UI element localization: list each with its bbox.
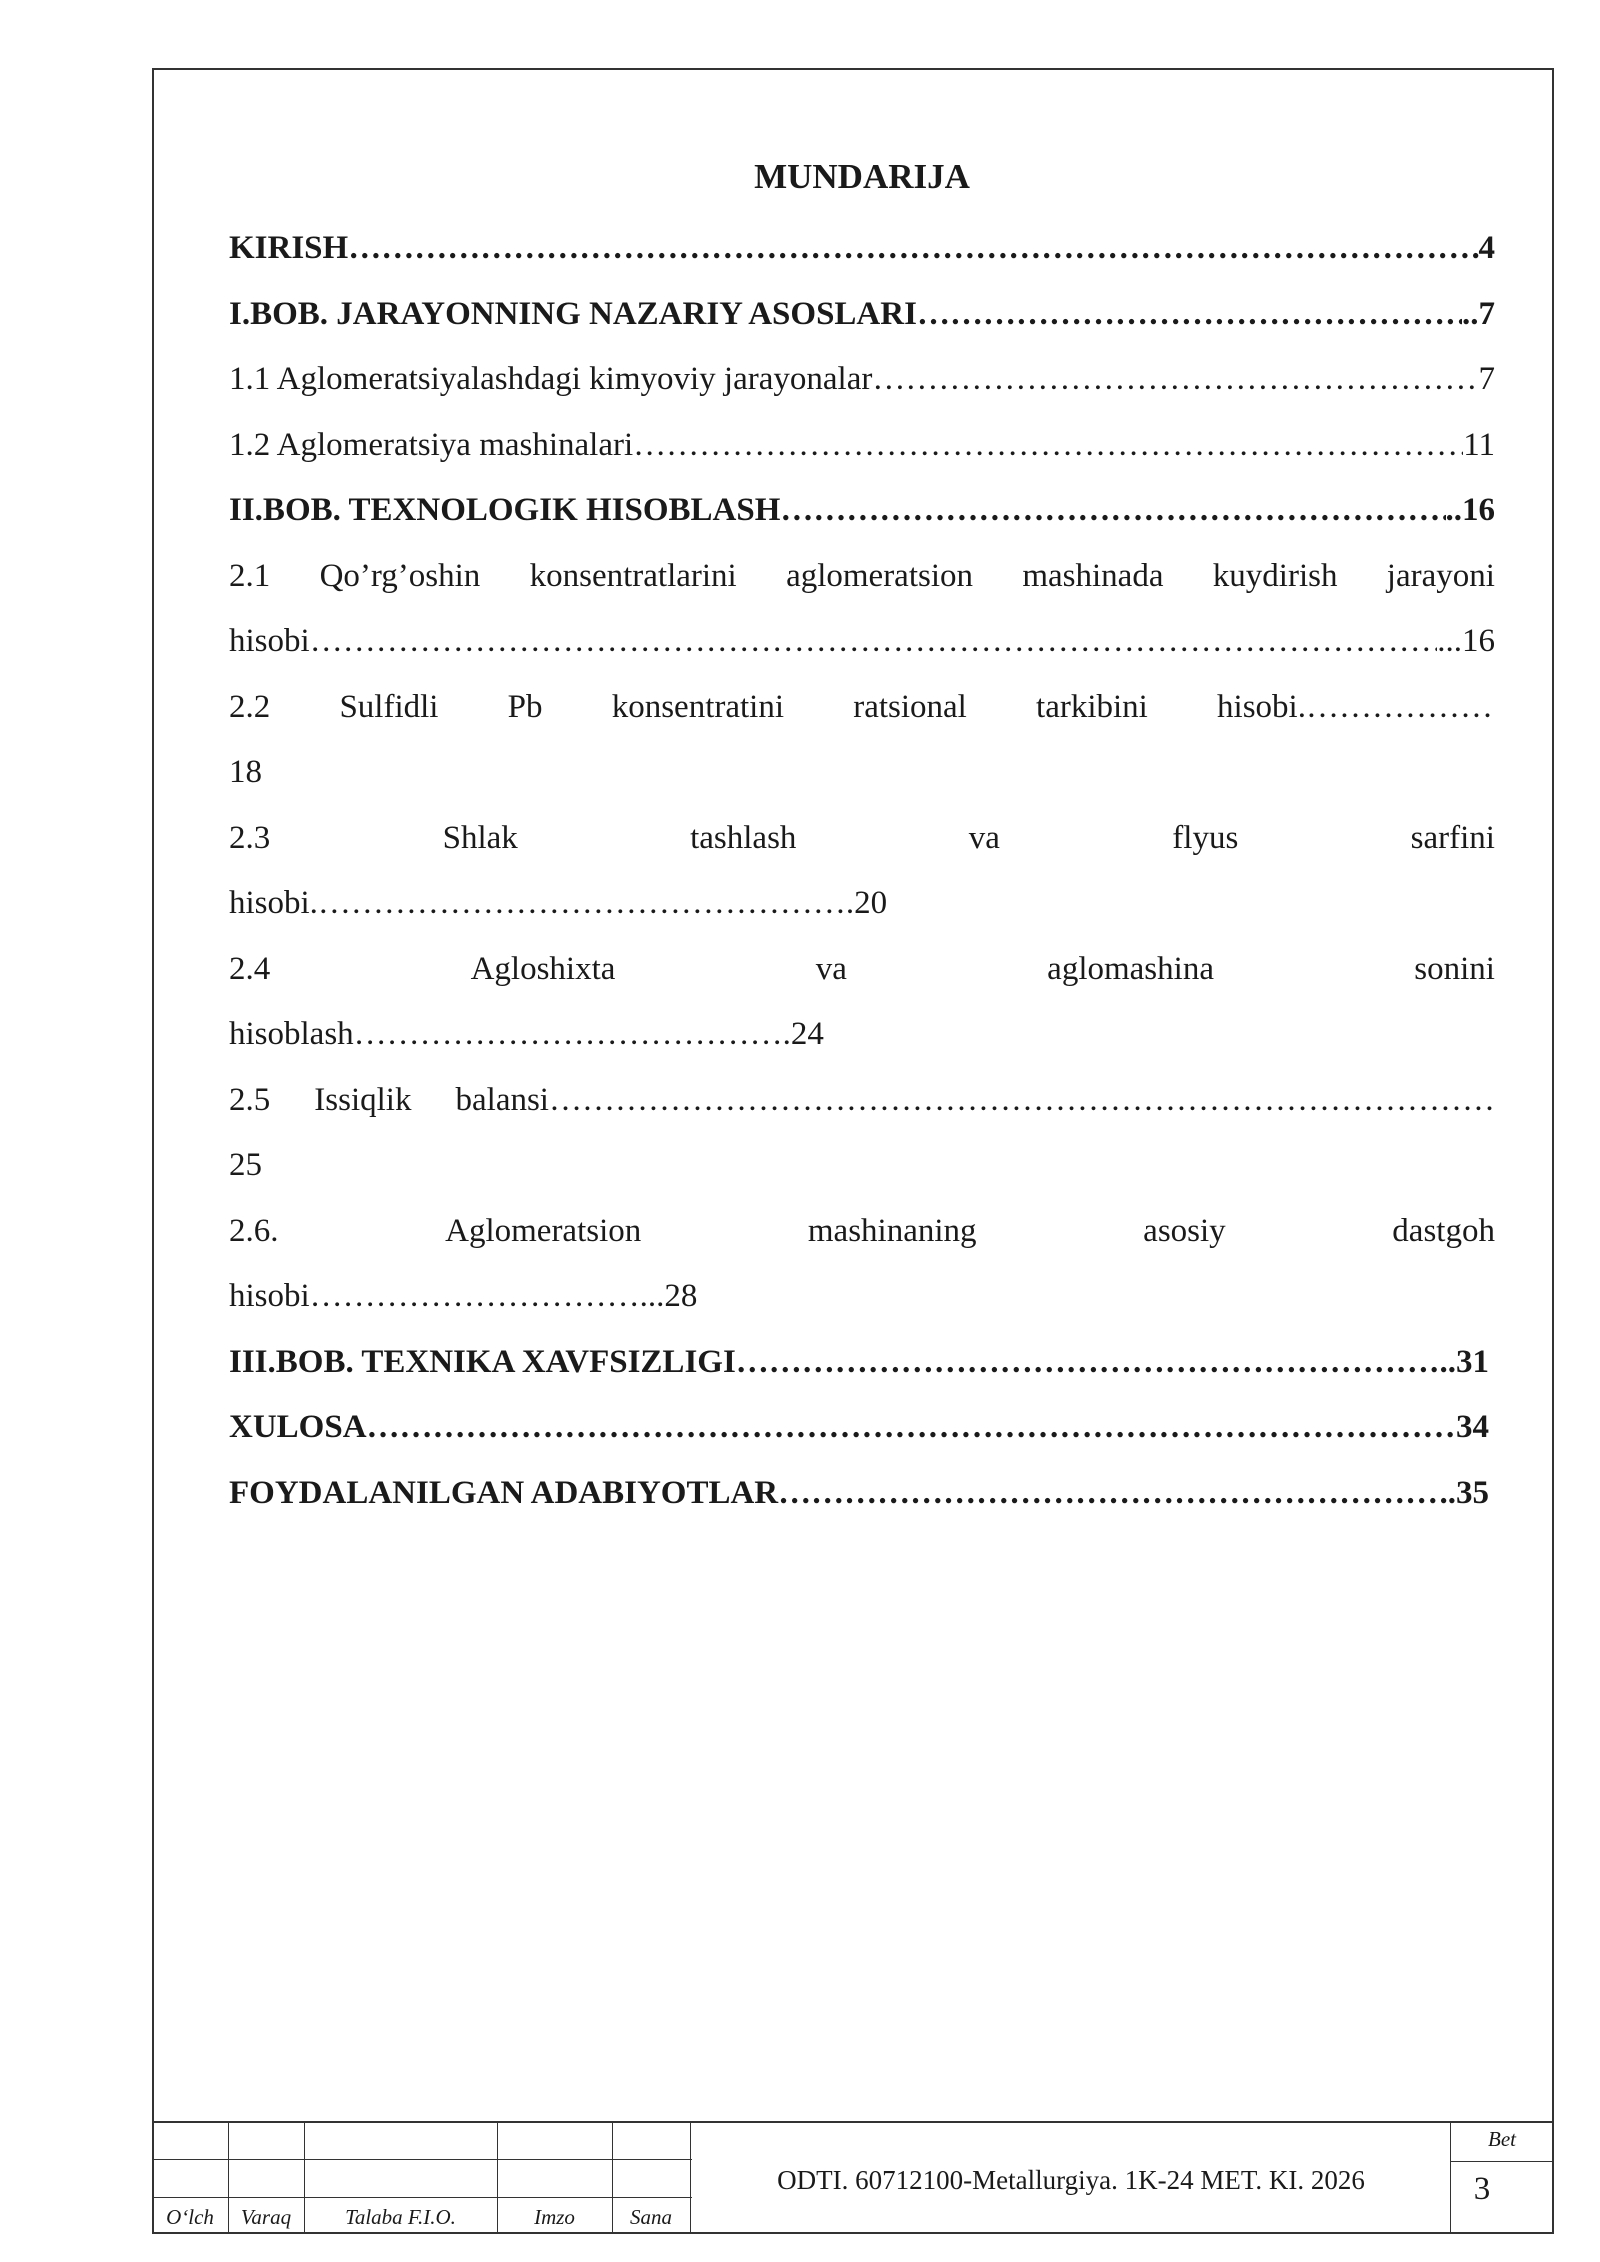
toc-word: dastgoh xyxy=(1392,1212,1495,1249)
toc-entry-page: 25 xyxy=(229,1147,262,1183)
toc-word: Qo’rg’oshin xyxy=(319,557,481,594)
toc-word: 2.6. xyxy=(229,1212,279,1249)
table-of-contents xyxy=(229,150,1495,1526)
toc-entry-2-1-line2 xyxy=(229,609,1495,675)
toc-entry-1-1 xyxy=(229,347,1495,413)
toc-word: asosiy xyxy=(1143,1212,1226,1249)
toc-entry-2-3-line2: hisobi.………………………………………….20 xyxy=(229,885,888,921)
toc-word: mashinada xyxy=(1022,557,1164,594)
toc-entry-bob2 xyxy=(229,478,1495,544)
toc-word: tarkibini xyxy=(1036,688,1148,725)
toc-word: sarfini xyxy=(1410,819,1495,856)
toc-entry-title: 1.2 Aglomeratsiya mashinalari xyxy=(229,426,634,463)
toc-entry-page: 34 xyxy=(1456,1409,1489,1445)
toc-entry-title: KIRISH xyxy=(229,230,349,266)
toc-word: sonini xyxy=(1414,950,1495,987)
toc-word: Sulfidli xyxy=(339,688,439,725)
toc-entry-page: ..31 xyxy=(1439,1343,1489,1380)
toc-word: tashlash xyxy=(690,819,797,856)
toc-word: hisobi. xyxy=(1217,688,1306,725)
toc-entry-2-6-line1 xyxy=(229,1199,1495,1265)
toc-entry-2-4-line2: hisoblash………………………………….24 xyxy=(229,1016,824,1052)
toc-entry-2-1-line1 xyxy=(229,544,1495,610)
stamp-grid-line xyxy=(1450,2161,1552,2162)
toc-entry-title: XULOSA xyxy=(229,1409,367,1445)
toc-word: balansi xyxy=(455,1081,549,1118)
toc-entry-2-2-line1 xyxy=(229,675,1495,741)
toc-entry-title: III.BOB. TEXNIKA XAVFSIZLIGI xyxy=(229,1343,736,1380)
toc-entry-page: 11 xyxy=(1463,426,1495,463)
toc-entry-bob1 xyxy=(229,282,1495,348)
stamp-label-olch: O‘lch xyxy=(166,2205,214,2229)
toc-entry-page: ...16 xyxy=(1437,623,1495,659)
toc-entry-page: ..16 xyxy=(1445,492,1495,528)
toc-entry-2-4-line1 xyxy=(229,937,1495,1003)
sheet-number: 3 xyxy=(1473,2171,1491,2207)
toc-entry-page: 18 xyxy=(229,754,262,790)
toc-entry-title: hisobi xyxy=(229,623,310,659)
toc-entry-xulosa xyxy=(229,1395,1489,1461)
toc-word: Aglomeratsion xyxy=(445,1212,642,1249)
toc-entry-bob3 xyxy=(229,1330,1489,1396)
sheet-label: Bet xyxy=(1488,2127,1516,2151)
stamp-label-varaq: Varaq xyxy=(240,2205,292,2229)
toc-word: va xyxy=(815,950,847,987)
toc-entry-page: ..7 xyxy=(1462,295,1495,332)
toc-entry-page: 4 xyxy=(1478,230,1495,266)
toc-entry-2-2-line2 xyxy=(229,740,1495,806)
toc-entry-1-2 xyxy=(229,413,1495,479)
toc-word: konsentratini xyxy=(611,688,785,725)
toc-entry-title: FOYDALANILGAN ADABIYOTLAR xyxy=(229,1474,779,1511)
document-code: ODTI. 60712100-Metallurgiya. 1K-24 MET. KI. 2026 xyxy=(777,2165,1365,2195)
toc-word: jarayoni xyxy=(1386,557,1495,594)
toc-word: kuydirish xyxy=(1212,557,1338,594)
toc-entry-title xyxy=(229,1068,549,1134)
toc-word: mashinaning xyxy=(807,1212,977,1249)
toc-word: aglomashina xyxy=(1047,950,1214,987)
toc-entry-2-5-line1 xyxy=(229,1068,1495,1134)
toc-entry-adabiyotlar xyxy=(229,1461,1489,1527)
toc-entry-title: I.BOB. JARAYONNING NAZARIY ASOSLARI xyxy=(229,295,917,332)
stamp-label-talaba: Talaba F.I.O. xyxy=(345,2205,456,2229)
toc-entry-page: ..35 xyxy=(1439,1474,1489,1511)
toc-word: 2.1 xyxy=(229,557,271,594)
title-block-stamp xyxy=(152,2121,1554,2234)
toc-word: Issiqlik xyxy=(314,1081,412,1118)
toc-word: 2.3 xyxy=(229,819,271,856)
toc-word: 2.2 xyxy=(229,688,271,725)
toc-entry-title xyxy=(229,675,1306,741)
toc-word: flyus xyxy=(1172,819,1239,856)
toc-word: konsentratlarini xyxy=(529,557,737,594)
toc-entry-2-3-line1 xyxy=(229,806,1495,872)
stamp-label-sana: Sana xyxy=(630,2205,672,2229)
toc-entry-page: 7 xyxy=(1478,361,1495,397)
toc-word: 2.5 xyxy=(229,1081,271,1118)
stamp-label-imzo: Imzo xyxy=(534,2205,575,2229)
toc-word: va xyxy=(968,819,1000,856)
toc-word: Shlak xyxy=(442,819,518,856)
toc-word: ratsional xyxy=(853,688,967,725)
toc-entry-2-6-line2: hisobi…………………………...28 xyxy=(229,1278,698,1314)
stamp-grid-line xyxy=(690,2123,691,2234)
toc-word: Agloshixta xyxy=(470,950,616,987)
toc-word: aglomeratsion xyxy=(786,557,974,594)
toc-word: Pb xyxy=(507,688,543,725)
toc-title: MUNDARIJA xyxy=(754,157,970,196)
toc-entry-title: 1.1 Aglomeratsiyalashdagi kimyoviy jarayonalar xyxy=(229,361,873,397)
toc-entry-title: II.BOB. TEXNOLOGIK HISOBLASH xyxy=(229,492,781,528)
toc-entry-2-5-line2 xyxy=(229,1133,1495,1199)
toc-entry-kirish xyxy=(229,216,1495,282)
toc-word: 2.4 xyxy=(229,950,271,987)
stamp-grid-line xyxy=(152,2197,692,2198)
stamp-grid-line xyxy=(152,2159,692,2160)
